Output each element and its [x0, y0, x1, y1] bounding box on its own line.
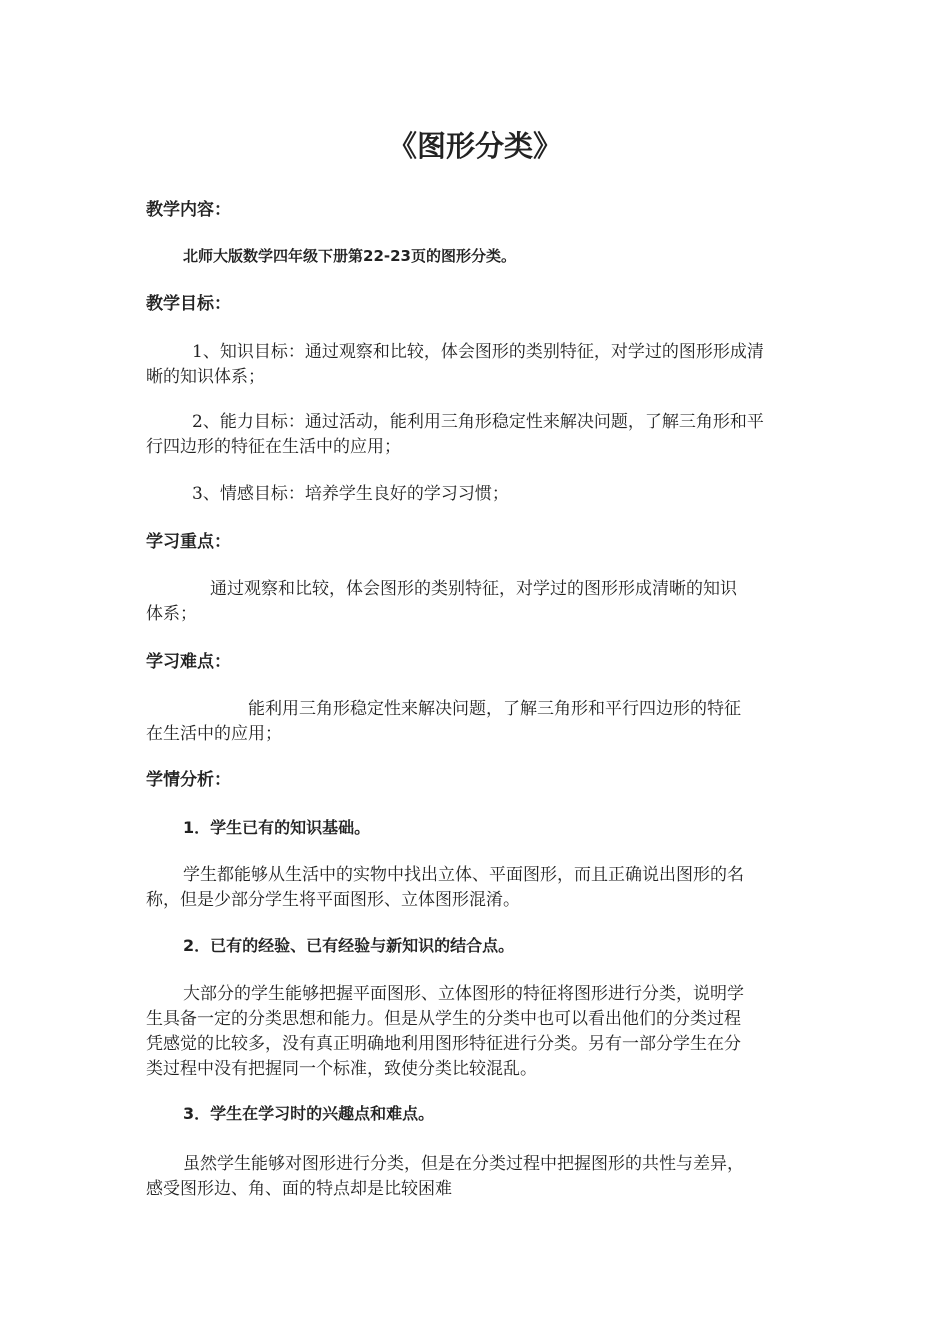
document-title: 《图形分类》 — [387, 129, 562, 163]
learning-focus-paragraph — [146, 577, 808, 627]
analysis-2-line-2: 生具备一定的分类思想和能力。但是从学生的分类中也可以看出他们的分类过程 — [146, 1009, 741, 1029]
learning-focus-line-2: 体系； — [146, 604, 197, 624]
teaching-content-text: 北师大版数学四年级下册第22-23页的图形分类。 — [183, 247, 516, 265]
heading-learning-focus: 学习重点： — [146, 532, 231, 552]
analysis-2-line-1: 大部分的学生能够把握平面图形、立体图形的特征将图形进行分类，说明学 — [183, 984, 744, 1004]
analysis-1-line-1: 学生都能够从生活中的实物中找出立体、平面图形，而且正确说出图形的名 — [183, 865, 744, 885]
goal-ability-line-1: 2、能力目标：通过活动，能利用三角形稳定性来解决问题，了解三角形和平 — [192, 412, 764, 432]
learning-difficulty-paragraph — [146, 697, 808, 747]
analysis-3-line-1: 虽然学生能够对图形进行分类，但是在分类过程中把握图形的共性与差异， — [183, 1154, 744, 1174]
heading-teaching-goals: 教学目标： — [146, 294, 231, 314]
goal-knowledge-line-2: 晰的知识体系； — [146, 367, 265, 387]
goal-emotion-line-1: 3、情感目标：培养学生良好的学习习惯； — [192, 484, 509, 504]
goal-ability-paragraph — [146, 410, 808, 460]
goal-ability-line-2: 行四边形的特征在生活中的应用； — [146, 437, 401, 457]
goal-knowledge-line-1: 1、知识目标：通过观察和比较，体会图形的类别特征，对学过的图形形成清 — [192, 342, 764, 362]
heading-learning-difficulty: 学习难点： — [146, 652, 231, 672]
analysis-2-title: 2．已有的经验、已有经验与新知识的结合点。 — [183, 936, 515, 955]
analysis-1-paragraph — [146, 863, 808, 913]
analysis-3-line-2: 感受图形边、角、面的特点却是比较困难 — [146, 1179, 452, 1199]
analysis-3-paragraph — [146, 1152, 808, 1202]
analysis-3-title: 3．学生在学习时的兴趣点和难点。 — [183, 1104, 435, 1123]
learning-focus-line-1: 通过观察和比较，体会图形的类别特征，对学过的图形形成清晰的知识 — [210, 579, 737, 599]
heading-teaching-content: 教学内容： — [146, 200, 231, 220]
analysis-1-title: 1．学生已有的知识基础。 — [183, 818, 371, 837]
analysis-2-paragraph — [146, 982, 808, 1082]
learning-difficulty-line-1: 能利用三角形稳定性来解决问题，了解三角形和平行四边形的特征 — [248, 699, 741, 719]
goal-knowledge-paragraph — [146, 340, 808, 390]
analysis-1-line-2: 称，但是少部分学生将平面图形、立体图形混淆。 — [146, 890, 520, 910]
learning-difficulty-line-2: 在生活中的应用； — [146, 724, 282, 744]
goal-emotion-paragraph — [146, 482, 808, 507]
analysis-2-line-4: 类过程中没有把握同一个标准，致使分类比较混乱。 — [146, 1059, 537, 1079]
analysis-2-line-3: 凭感觉的比较多，没有真正明确地利用图形特征进行分类。另有一部分学生在分 — [146, 1034, 741, 1054]
heading-student-analysis: 学情分析： — [146, 770, 231, 790]
